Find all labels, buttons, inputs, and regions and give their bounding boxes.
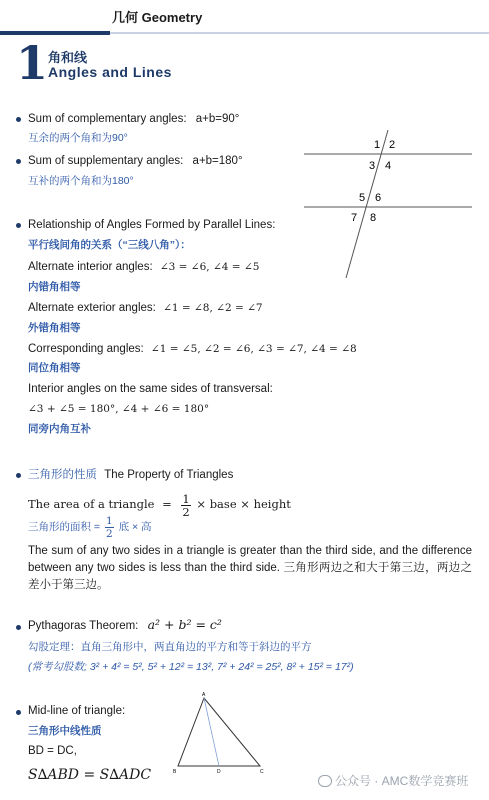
watermark bbox=[318, 772, 468, 789]
angle-label-2: 2 bbox=[389, 139, 396, 151]
midline-eq: BD = DC, bbox=[28, 745, 77, 757]
area-cn-rest: 底 × 高 bbox=[118, 521, 152, 533]
complementary-formula: a+b=90° bbox=[195, 113, 240, 125]
alt-interior-formula: ∠3 = ∠6, ∠4 = ∠5 bbox=[159, 261, 260, 273]
page-header bbox=[0, 0, 489, 34]
alt-interior-label: Alternate interior angles: bbox=[28, 261, 153, 273]
parallel-lines-figure bbox=[296, 130, 476, 282]
alt-interior-line bbox=[28, 260, 259, 274]
header-rule bbox=[110, 32, 489, 34]
wechat-icon bbox=[318, 775, 332, 787]
section-title-en: Angles and Lines bbox=[48, 64, 172, 80]
same-side-formula: ∠3 + ∠5 = 180°, ∠4 + ∠6 = 180° bbox=[28, 403, 210, 415]
corresponding-line bbox=[28, 342, 357, 356]
corresponding-cn: 同位角相等 bbox=[28, 362, 81, 374]
bullet-dot bbox=[16, 159, 21, 164]
vertex-label-a: A bbox=[202, 692, 206, 698]
bullet-dot bbox=[16, 710, 21, 715]
vertex-label-b: B bbox=[173, 769, 177, 775]
parallel-label: Relationship of Angles Formed by Parallel Lines: bbox=[28, 219, 276, 231]
angle-label-8: 8 bbox=[370, 212, 377, 224]
section-number: 1 bbox=[16, 36, 49, 90]
alt-exterior-label: Alternate exterior angles: bbox=[28, 302, 156, 314]
corresponding-label: Corresponding angles: bbox=[28, 343, 144, 355]
angle-label-4: 4 bbox=[385, 160, 392, 172]
pythagoras-examples: (常考勾股数; 3² + 4² = 5², 5² + 12² = 13², 7² + 24² = 25², 8² + 15² = 17²) bbox=[28, 661, 354, 673]
alt-exterior-line bbox=[28, 301, 263, 315]
area-prefix: The area of a triangle bbox=[28, 497, 155, 511]
supplementary-formula: a+b=180° bbox=[192, 155, 243, 167]
area-frac-num: 1 bbox=[182, 491, 190, 506]
bullet-dot bbox=[16, 117, 21, 122]
midline-triangle-figure bbox=[170, 690, 270, 778]
watermark-text: 公众号 · AMC数学竞赛班 bbox=[335, 774, 469, 788]
vertex-label-c: C bbox=[260, 769, 264, 775]
complementary-cn: 互余的两个角和为90° bbox=[28, 132, 128, 144]
midline-cn: 三角形中线性质 bbox=[28, 725, 102, 737]
same-side-label: Interior angles on the same sides of transversal: bbox=[28, 383, 273, 395]
parallel-cn: 平行线间角的关系（“三线八角”）： bbox=[28, 239, 191, 251]
area-cn-prefix: 三角形的面积 = bbox=[28, 521, 101, 533]
supplementary-line bbox=[28, 154, 243, 168]
angle-label-5: 5 bbox=[359, 192, 366, 204]
point-label-d: D bbox=[217, 769, 221, 775]
transversal-line bbox=[346, 130, 388, 278]
angle-label-3: 3 bbox=[369, 160, 376, 172]
bullet-dot bbox=[16, 625, 21, 630]
area-cn-fraction bbox=[105, 515, 114, 540]
angle-label-7: 7 bbox=[351, 212, 358, 224]
area-cn-frac-den: 2 bbox=[105, 527, 113, 540]
section-title-cn: 角和线 bbox=[48, 50, 88, 65]
angle-label-1: 1 bbox=[374, 139, 381, 151]
area-eq: = bbox=[162, 497, 172, 511]
pythagoras-label: Pythagoras Theorem: bbox=[28, 620, 139, 632]
area-frac-den: 2 bbox=[182, 504, 190, 519]
complementary-line bbox=[28, 112, 239, 126]
bullet-dot bbox=[16, 473, 21, 478]
area-rest: × base × height bbox=[196, 497, 291, 511]
header-title: 几何 Geometry bbox=[112, 10, 203, 25]
corresponding-formula: ∠1 = ∠5, ∠2 = ∠6, ∠3 = ∠7, ∠4 = ∠8 bbox=[150, 343, 357, 355]
angle-label-6: 6 bbox=[375, 192, 382, 204]
alt-exterior-formula: ∠1 = ∠8, ∠2 = ∠7 bbox=[163, 302, 263, 314]
area-cn-frac-num: 1 bbox=[105, 514, 113, 527]
pythagoras-line bbox=[28, 618, 222, 633]
alt-exterior-cn: 外错角相等 bbox=[28, 322, 81, 334]
supplementary-cn: 互补的两个角和为180° bbox=[28, 175, 134, 187]
pythagoras-formula: a² + b² = c² bbox=[147, 617, 222, 632]
midline-area-eq: S∆ABD = S∆ADC bbox=[28, 767, 152, 783]
triangle-sides-text: The sum of any two sides in a triangle is greater than the third side, and the difference between any two sides is less than the third side. 三角形两边之和大于第三边，两边之差小于第三边。 bbox=[28, 545, 472, 591]
alt-interior-cn: 内错角相等 bbox=[28, 281, 81, 293]
complementary-label: Sum of complementary angles: bbox=[28, 113, 187, 125]
midline-label: Mid-line of triangle: bbox=[28, 705, 126, 717]
triangles-heading bbox=[28, 468, 233, 482]
header-rule-accent bbox=[0, 31, 110, 35]
triangles-heading-en: The Property of Triangles bbox=[104, 469, 234, 481]
triangle-area-cn bbox=[28, 513, 152, 541]
area-fraction bbox=[181, 493, 190, 518]
median-ad bbox=[204, 698, 219, 766]
triangle-abc bbox=[178, 698, 260, 766]
triangles-heading-cn: 三角形的性质 bbox=[28, 469, 97, 481]
pythagoras-cn: 勾股定理：直角三角形中，两直角边的平方和等于斜边的平方 bbox=[28, 641, 312, 653]
supplementary-label: Sum of supplementary angles: bbox=[28, 155, 184, 167]
same-side-cn: 同旁内角互补 bbox=[28, 423, 91, 435]
bullet-dot bbox=[16, 223, 21, 228]
